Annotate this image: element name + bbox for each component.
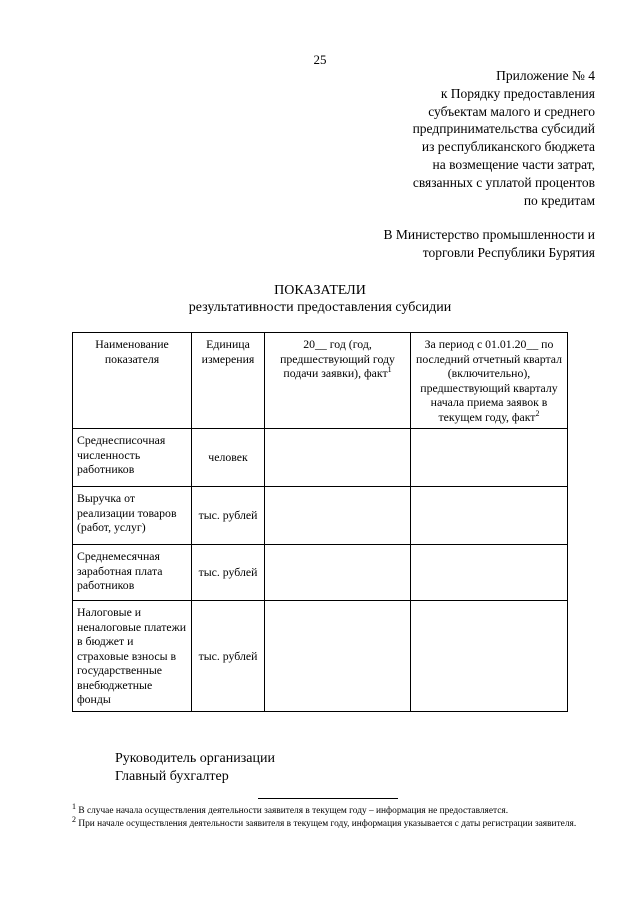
document-title-block bbox=[0, 282, 640, 316]
indicator-name: Среднемесячная заработная плата работников bbox=[73, 545, 192, 601]
header-period-fact: За период с 01.01.20__ по последний отчетный квартал (включительно), предшествующий кварталу начала приема заявок в текущем году, факт$^2$ bbox=[411, 333, 568, 429]
page-number: 25 bbox=[313, 52, 327, 67]
appendix-line: предпринимательства субсидий bbox=[412, 121, 595, 137]
indicator-name: Налоговые и неналоговые платежи в бюджет и страховые взносы в государственные внебюджетные фонды bbox=[73, 601, 192, 712]
addressee-line: торговли Республики Бурятия bbox=[422, 244, 595, 260]
appendix-line: на возмещение части затрат, bbox=[432, 156, 595, 172]
appendix-line: по кредитам bbox=[523, 192, 595, 208]
indicator-period-value bbox=[411, 545, 568, 601]
footnote-ref: 2 bbox=[535, 408, 540, 418]
indicator-prev-year-value bbox=[265, 601, 411, 712]
header-unit: Единица измерения bbox=[192, 333, 265, 429]
table-row bbox=[73, 487, 568, 545]
appendix-line: к Порядку предоставления bbox=[440, 85, 595, 101]
indicators-table bbox=[72, 332, 568, 712]
footnote-mark: 1 bbox=[72, 801, 76, 811]
footnote-mark: 2 bbox=[72, 814, 76, 824]
appendix-line: Приложение № 4 bbox=[496, 68, 595, 83]
appendix-line: субъектам малого и среднего bbox=[428, 103, 595, 119]
table-header-row bbox=[73, 333, 568, 429]
addressee-line: В Министерство промышленности и bbox=[383, 227, 595, 242]
indicator-unit: человек bbox=[192, 429, 265, 487]
footnote-ref: 1 bbox=[387, 365, 392, 375]
appendix-line: из республиканского бюджета bbox=[421, 139, 595, 155]
indicator-period-value bbox=[411, 429, 568, 487]
footnote-divider bbox=[258, 798, 398, 799]
addressee bbox=[384, 226, 595, 262]
indicator-prev-year-value bbox=[265, 487, 411, 545]
indicator-unit: тыс. рублей bbox=[192, 601, 265, 712]
signatures-block bbox=[115, 750, 275, 786]
footnotes bbox=[72, 801, 594, 830]
table-row bbox=[73, 429, 568, 487]
indicator-period-value bbox=[411, 487, 568, 545]
appendix-line: связанных с уплатой процентов bbox=[412, 174, 595, 190]
document-title: ПОКАЗАТЕЛИ bbox=[274, 283, 366, 298]
indicator-unit: тыс. рублей bbox=[192, 487, 265, 545]
signature-head: Руководитель организации bbox=[115, 751, 275, 766]
indicator-name: Выручка от реализации товаров (работ, услуг) bbox=[73, 487, 192, 545]
header-prev-year-fact: 20__ год (год, предшествующий году подачи заявки), факт$^1$ bbox=[265, 333, 411, 429]
footnote: $^1$ В случае начала осуществления деятельности заявителя в текущем году – информация не предоставляется. bbox=[72, 801, 509, 816]
document-subtitle: результативности предоставления субсидии bbox=[188, 300, 452, 315]
table-row bbox=[73, 545, 568, 601]
indicator-prev-year-value bbox=[265, 545, 411, 601]
indicator-name: Среднесписочная численность работников bbox=[73, 429, 192, 487]
indicator-period-value bbox=[411, 601, 568, 712]
appendix-heading bbox=[413, 67, 595, 209]
indicator-unit: тыс. рублей bbox=[192, 545, 265, 601]
signature-accountant: Главный бухгалтер bbox=[115, 769, 229, 784]
table-row bbox=[73, 601, 568, 712]
indicator-prev-year-value bbox=[265, 429, 411, 487]
header-indicator-name: Наименование показателя bbox=[73, 333, 192, 429]
footnote: $^2$ При начале осуществления деятельности заявителя в текущем году, информация указывается с даты регистрации заявителя. bbox=[72, 814, 577, 829]
